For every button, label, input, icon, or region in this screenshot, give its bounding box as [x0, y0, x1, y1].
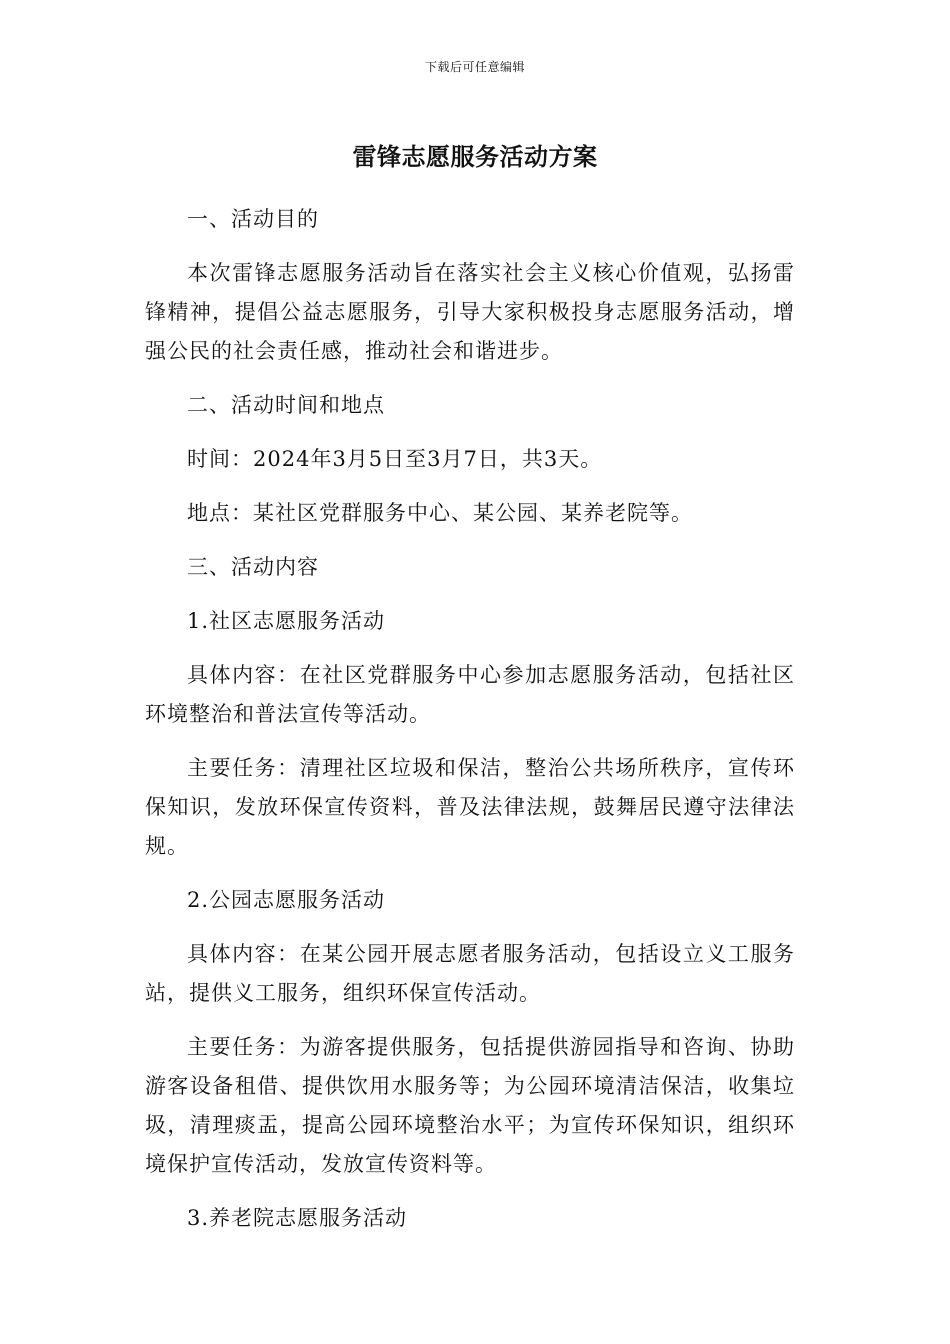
paragraph-park-content: 具体内容：在某公园开展志愿者服务活动，包括设立义工服务站，提供义工服务，组织环保宣传活动。	[145, 942, 795, 1005]
document-body	[145, 200, 795, 1238]
subheading-community: 1.社区志愿服务活动	[187, 609, 386, 633]
paragraph-park-tasks: 主要任务：为游客提供服务，包括提供游园指导和咨询、协助游客设备租借、提供饮用水服务等；为公园环境清洁保洁，收集垃圾，清理痰盂，提高公园环境整治水平；为宣传环保知识，组织环境保护宣传活动，发放宣传资料等。	[145, 1035, 795, 1176]
paragraph-purpose: 本次雷锋志愿服务活动旨在落实社会主义核心价值观，弘扬雷锋精神，提倡公益志愿服务，引导大家积极投身志愿服务活动，增强公民的社会责任感，推动社会和谐进步。	[145, 261, 795, 363]
paragraph-time: 时间：2024年3月5日至3月7日，共3天。	[187, 447, 603, 471]
header-note: 下载后可任意编辑	[424, 60, 525, 74]
subheading-park: 2.公园志愿服务活动	[187, 888, 386, 912]
document-title: 雷锋志愿服务活动方案	[352, 143, 598, 171]
subheading-nursing-home: 3.养老院志愿服务活动	[187, 1206, 408, 1230]
heading-content: 三、活动内容	[187, 555, 319, 579]
paragraph-place: 地点：某社区党群服务中心、某公园、某养老院等。	[187, 501, 693, 525]
heading-purpose: 一、活动目的	[187, 207, 319, 231]
paragraph-community-tasks: 主要任务：清理社区垃圾和保洁，整治公共场所秩序，宣传环保知识，发放环保宣传资料，普及法律法规，鼓舞居民遵守法律法规。	[145, 756, 795, 858]
heading-time-place: 二、活动时间和地点	[187, 393, 385, 417]
paragraph-community-content: 具体内容：在社区党群服务中心参加志愿服务活动，包括社区环境整治和普法宣传等活动。	[145, 663, 795, 726]
